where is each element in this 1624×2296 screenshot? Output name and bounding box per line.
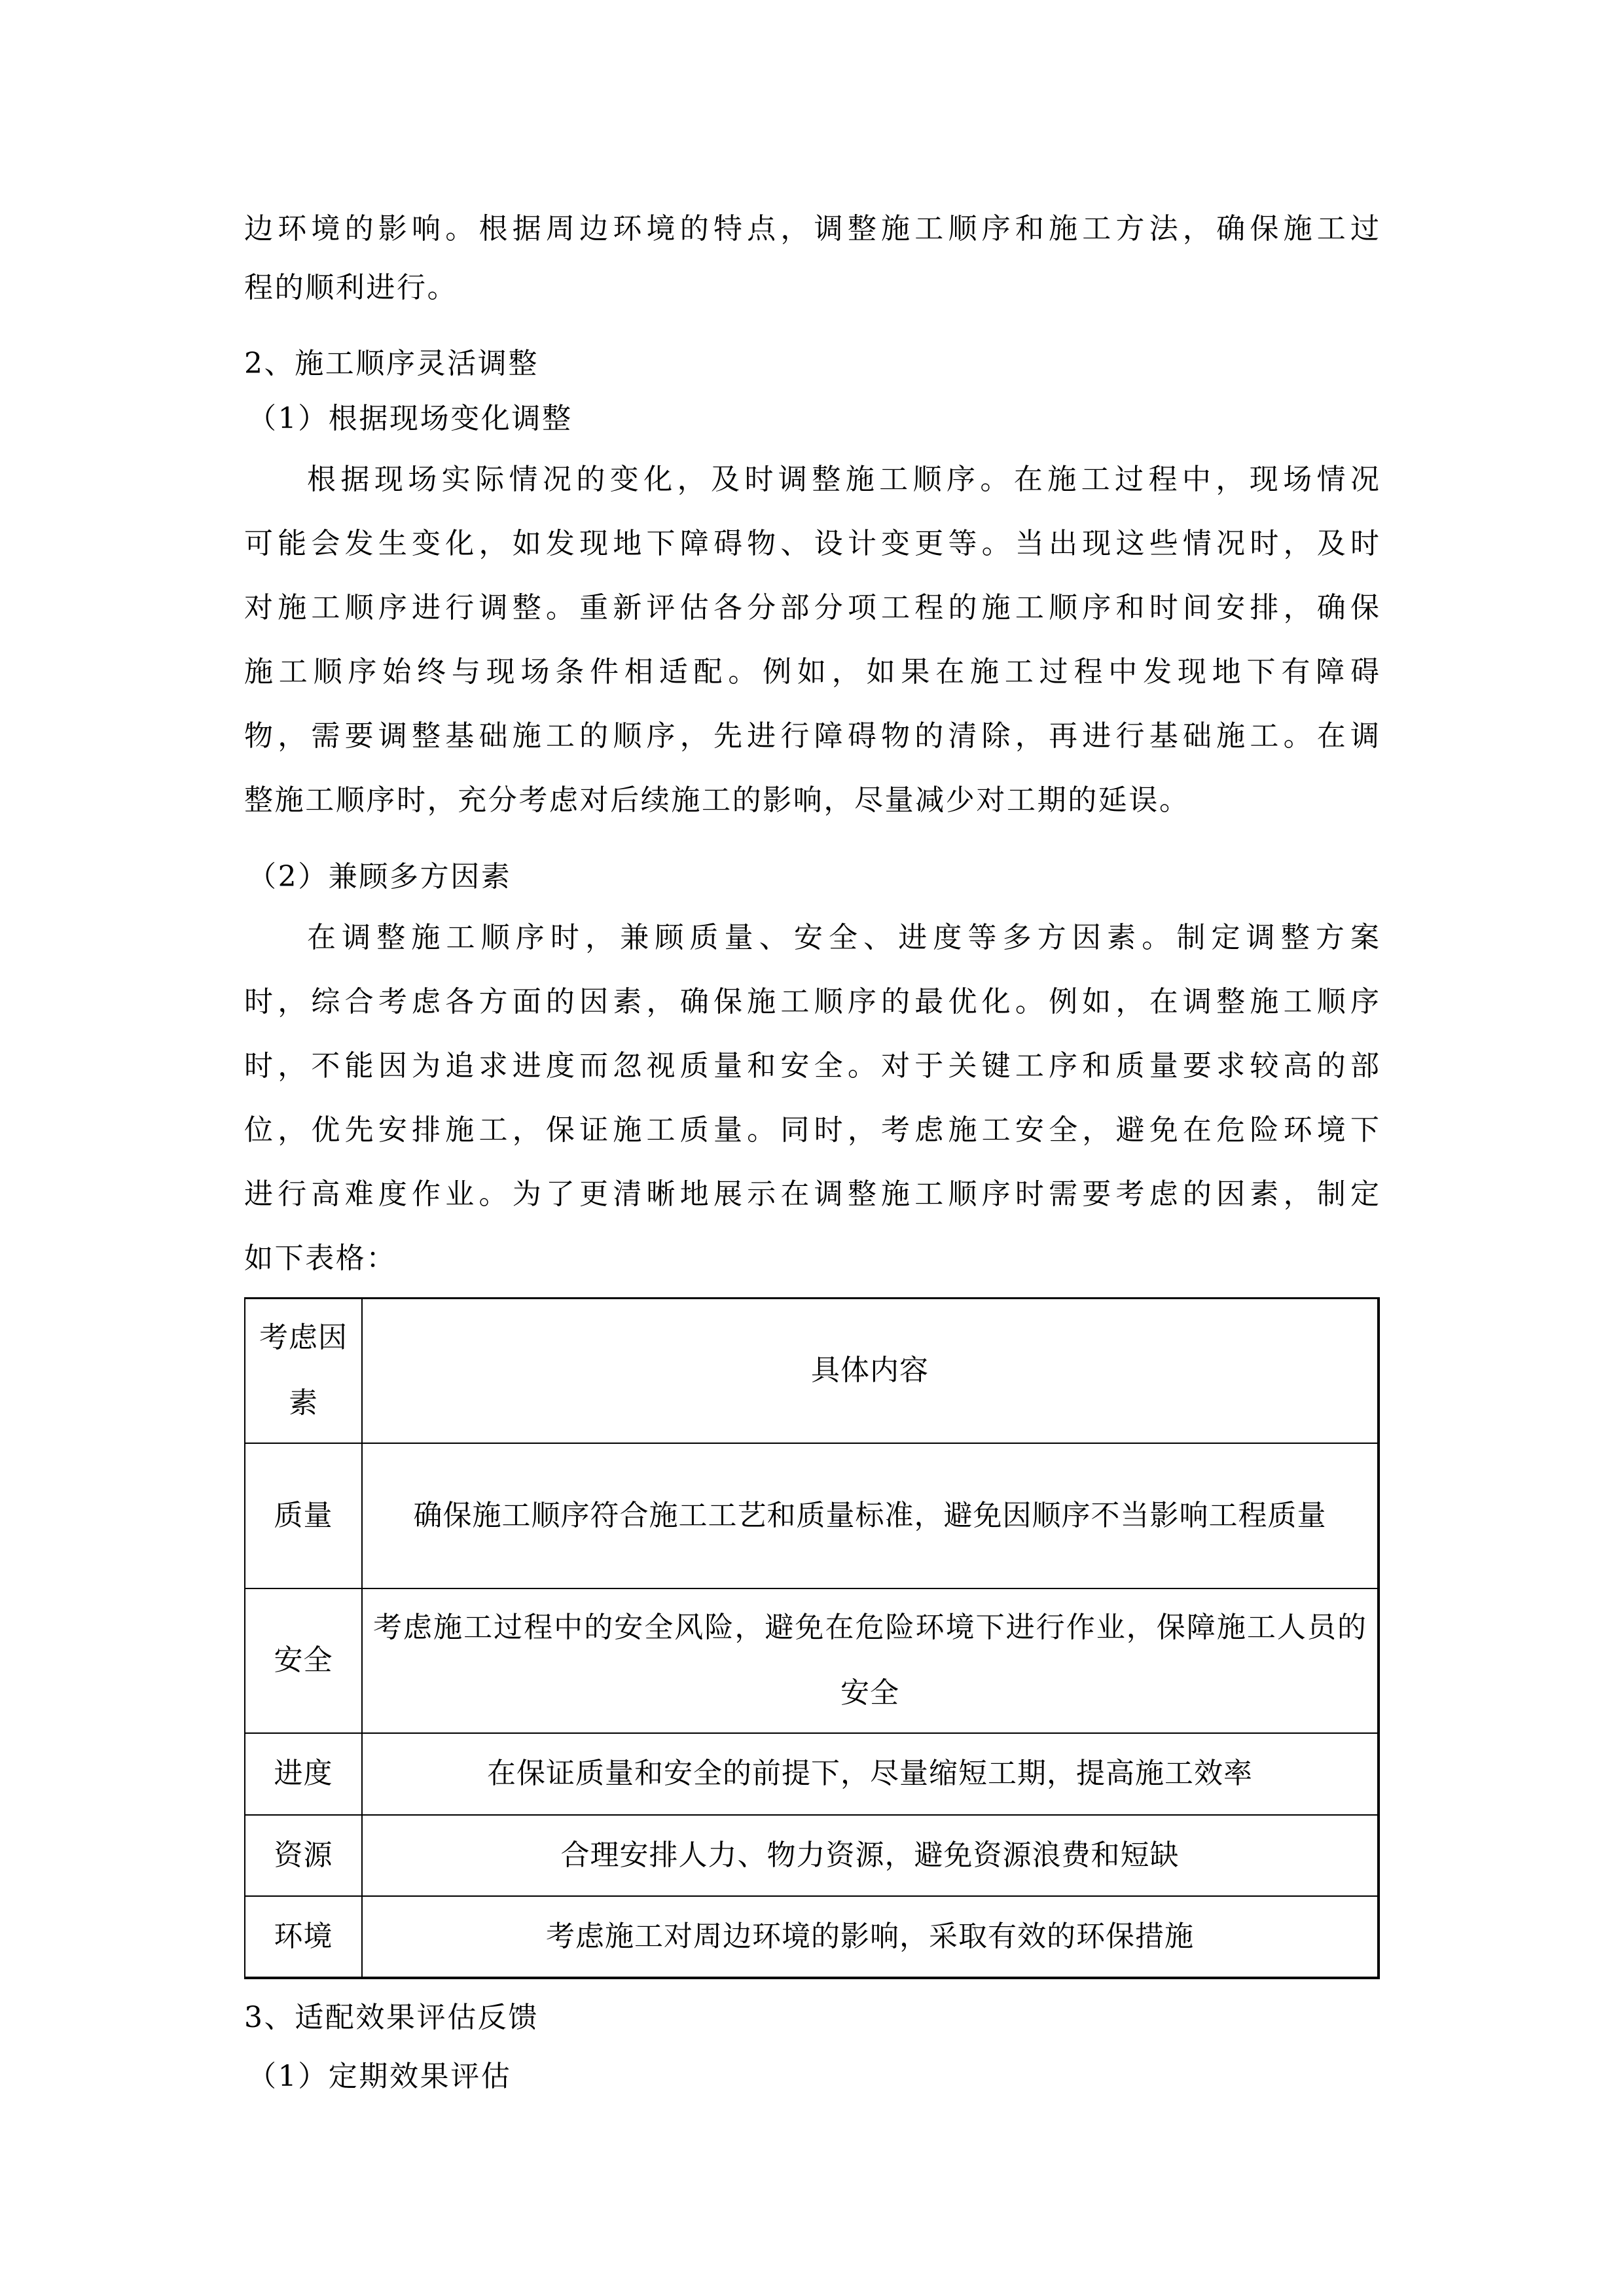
table-cell-factor: 进度 xyxy=(245,1733,362,1815)
paragraph-line: 施工顺序始终与现场条件相适配。例如，如果在施工过程中发现地下有障碍 xyxy=(244,655,1379,689)
paragraph-line: 程的顺利进行。 xyxy=(244,271,458,304)
table-row xyxy=(245,1896,1379,1978)
section-heading: 2、施工顺序灵活调整 xyxy=(244,347,539,380)
table-header-row xyxy=(245,1299,1379,1443)
paragraph-line: 根据现场实际情况的变化，及时调整施工顺序。在施工过程中，现场情况 xyxy=(307,463,1379,496)
table-cell-factor: 环境 xyxy=(245,1896,362,1978)
table-cell-content: 在保证质量和安全的前提下，尽量缩短工期，提高施工效率 xyxy=(362,1733,1379,1815)
table-row xyxy=(245,1588,1379,1733)
table-cell-content: 考虑施工过程中的安全风险，避免在危险环境下进行作业，保障施工人员的安全 xyxy=(362,1588,1379,1733)
table-cell-factor: 质量 xyxy=(245,1443,362,1588)
table-header-content: 具体内容 xyxy=(362,1299,1379,1443)
table-row xyxy=(245,1733,1379,1815)
table-header-factor: 考虑因素 xyxy=(245,1299,362,1443)
paragraph-line: 如下表格： xyxy=(244,1242,397,1275)
paragraph-line: 边环境的影响。根据周边环境的特点，调整施工顺序和施工方法，确保施工过 xyxy=(244,212,1379,245)
paragraph-line: 物，需要调整基础施工的顺序，先进行障碍物的清除，再进行基础施工。在调 xyxy=(244,719,1379,753)
table-cell-content: 考虑施工对周边环境的影响，采取有效的环保措施 xyxy=(362,1896,1379,1978)
table-row xyxy=(245,1815,1379,1896)
table-cell-content: 确保施工顺序符合施工工艺和质量标准，避免因顺序不当影响工程质量 xyxy=(362,1443,1379,1588)
factors-table xyxy=(244,1297,1380,1979)
paragraph-line: 在调整施工顺序时，兼顾质量、安全、进度等多方因素。制定调整方案 xyxy=(307,921,1379,954)
table-cell-content: 合理安排人力、物力资源，避免资源浪费和短缺 xyxy=(362,1815,1379,1896)
table-cell-factor: 安全 xyxy=(245,1588,362,1733)
paragraph-line: 时，不能因为追求进度而忽视质量和安全。对于关键工序和质量要求较高的部 xyxy=(244,1049,1379,1083)
table-cell-factor: 资源 xyxy=(245,1815,362,1896)
paragraph-line: 对施工顺序进行调整。重新评估各分部分项工程的施工顺序和时间安排，确保 xyxy=(244,591,1379,624)
subsection-heading: （1）根据现场变化调整 xyxy=(247,402,573,435)
paragraph-line: 整施工顺序时，充分考虑对后续施工的影响，尽量减少对工期的延误。 xyxy=(244,783,1190,817)
subsection-heading: （1）定期效果评估 xyxy=(247,2060,512,2093)
paragraph-line: 可能会发生变化，如发现地下障碍物、设计变更等。当出现这些情况时，及时 xyxy=(244,527,1379,560)
paragraph-line: 进行高难度作业。为了更清晰地展示在调整施工顺序时需要考虑的因素，制定 xyxy=(244,1177,1379,1211)
subsection-heading: （2）兼顾多方因素 xyxy=(247,860,512,893)
paragraph-line: 时，综合考虑各方面的因素，确保施工顺序的最优化。例如，在调整施工顺序 xyxy=(244,985,1379,1018)
section-heading: 3、适配效果评估反馈 xyxy=(244,2001,539,2034)
table-row xyxy=(245,1443,1379,1588)
paragraph-line: 位，优先安排施工，保证施工质量。同时，考虑施工安全，避免在危险环境下 xyxy=(244,1113,1379,1147)
